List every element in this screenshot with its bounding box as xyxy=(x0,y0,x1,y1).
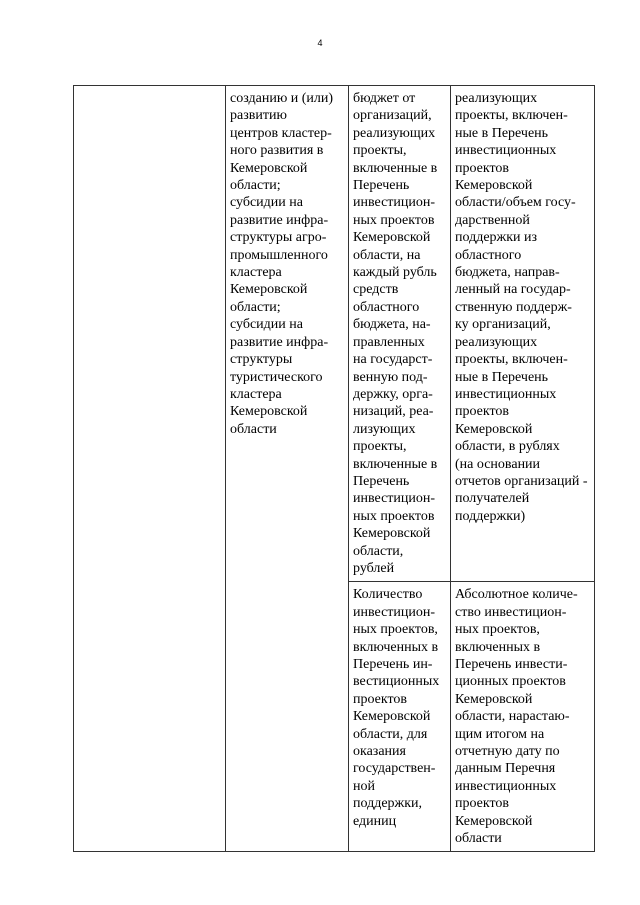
text-line: развитие инфра- xyxy=(230,334,329,350)
text-line: Абсолютное количе- xyxy=(455,587,578,603)
text-line: данным Перечня xyxy=(455,761,556,777)
table-row xyxy=(74,86,595,582)
text-line: поддержки) xyxy=(455,508,526,524)
method-cell xyxy=(451,86,595,582)
text-line: ные в Перечень xyxy=(455,125,549,141)
text-line: ных проектов, xyxy=(353,622,438,638)
text-line: центров кластер- xyxy=(230,125,332,141)
text-line: Количество xyxy=(353,587,423,603)
text-line: инвестиционных xyxy=(455,386,557,402)
text-line: Кемеровской xyxy=(230,404,308,420)
text-line: Перечень ин- xyxy=(353,657,433,672)
text-line: Кемеровской xyxy=(455,813,533,829)
text-line: щим итогом на xyxy=(455,726,545,742)
text-line: Кемеровской xyxy=(230,282,308,298)
text-line: дарственной xyxy=(455,212,530,228)
text-line: оказания xyxy=(353,744,406,760)
text-line: проекты, xyxy=(353,143,407,159)
text-line: субсидии на xyxy=(230,317,303,333)
text-line: включенных в xyxy=(353,639,439,655)
text-line: области; xyxy=(230,178,281,194)
text-line: инвестиционных xyxy=(455,143,557,159)
page-number: 4 xyxy=(317,38,323,48)
text-line: проектов xyxy=(455,160,510,176)
method-text xyxy=(455,90,590,525)
indicators-table xyxy=(73,85,595,852)
empty-first-column-cell xyxy=(74,86,226,852)
text-line: области, нарастаю- xyxy=(455,709,570,725)
method-cell xyxy=(451,582,595,852)
text-line: поддержки, xyxy=(353,796,423,812)
text-line: каждый рубль xyxy=(353,265,437,281)
text-line: области; xyxy=(230,299,281,315)
text-line: развитие инфра- xyxy=(230,212,329,228)
text-line: кластера xyxy=(230,386,282,402)
indicator-cell xyxy=(349,86,451,582)
text-line: реализующих xyxy=(353,125,436,141)
text-line: Кемеровской xyxy=(353,526,431,542)
text-line: отчетов организаций - xyxy=(455,473,588,489)
text-line: отчетную дату по xyxy=(455,744,560,760)
text-line: инвестиционных xyxy=(455,778,557,794)
text-line: включенные в xyxy=(353,160,438,176)
text-line: проектов xyxy=(455,404,510,420)
text-line: развитию xyxy=(230,108,287,124)
text-line: (на основании xyxy=(455,456,541,472)
text-line: области, для xyxy=(353,726,428,742)
text-line: проекты, xyxy=(353,439,407,455)
text-line: ной xyxy=(353,778,375,794)
text-line: Кемеровской xyxy=(353,709,431,725)
text-line: структуры агро- xyxy=(230,230,327,246)
text-line: субсидии на xyxy=(230,195,303,211)
text-line: проекты, включен- xyxy=(455,108,568,124)
text-line: бюджета, на- xyxy=(353,317,431,333)
measures-text xyxy=(230,90,344,438)
text-line: ционных проектов xyxy=(455,674,566,690)
text-line: промышленного xyxy=(230,247,328,263)
indicator-text xyxy=(353,90,446,577)
text-line: организаций, xyxy=(353,108,432,124)
text-line: держку, орга- xyxy=(353,386,433,402)
text-line: структуры xyxy=(230,352,293,368)
text-line: средств xyxy=(353,282,399,298)
text-line: областного xyxy=(455,247,522,263)
text-line: Перечень xyxy=(353,178,410,194)
text-line: Перечень xyxy=(353,473,410,489)
text-line: бюджета, направ- xyxy=(455,265,560,281)
method-text xyxy=(455,586,590,847)
text-line: инвестицион- xyxy=(353,195,436,211)
text-line: Кемеровской xyxy=(455,421,533,437)
text-line: ку организаций, xyxy=(455,317,551,333)
text-line: ных проектов, xyxy=(455,622,540,638)
text-line: Кемеровской xyxy=(230,160,308,176)
text-line: реализующих xyxy=(455,334,538,350)
indicator-cell xyxy=(349,582,451,852)
text-line: областного xyxy=(353,299,420,315)
text-line: Кемеровской xyxy=(353,230,431,246)
text-line: области, xyxy=(353,543,404,559)
text-line: включенные в xyxy=(353,456,438,472)
text-line: области/объем госу- xyxy=(455,195,576,211)
text-line: проекты, включен- xyxy=(455,352,568,368)
text-line: поддержки из xyxy=(455,230,538,246)
text-line: созданию и (или) xyxy=(230,91,334,106)
text-line: инвестицион- xyxy=(353,604,436,620)
text-line: ство инвестицион- xyxy=(455,604,567,620)
text-line: реализующих xyxy=(455,91,538,106)
text-line: включенных в xyxy=(455,639,541,655)
text-line: проектов xyxy=(455,796,510,812)
text-line: получателей xyxy=(455,491,530,507)
measures-cell xyxy=(226,86,349,852)
text-line: низаций, реа- xyxy=(353,404,434,420)
indicator-text xyxy=(353,586,446,830)
text-line: области, на xyxy=(353,247,421,263)
text-line: государствен- xyxy=(353,761,436,777)
text-line: области, в рублях xyxy=(455,439,560,455)
text-line: области xyxy=(230,421,277,437)
text-line: ственную поддерж- xyxy=(455,299,572,315)
text-line: области xyxy=(455,831,502,847)
text-line: рублей xyxy=(353,560,395,576)
text-line: на государст- xyxy=(353,352,433,368)
text-line: лизующих xyxy=(353,421,416,437)
text-line: проектов xyxy=(353,691,408,707)
text-line: ные в Перечень xyxy=(455,369,549,385)
text-line: единиц xyxy=(353,813,397,829)
text-line: правленных xyxy=(353,334,425,350)
text-line: Кемеровской xyxy=(455,178,533,194)
text-line: вестиционных xyxy=(353,674,440,690)
text-line: туристического xyxy=(230,369,323,385)
text-line: венную под- xyxy=(353,369,428,385)
text-line: ленный на государ- xyxy=(455,282,571,298)
text-line: ного развития в xyxy=(230,143,324,159)
text-line: Перечень инвести- xyxy=(455,657,568,672)
text-line: ных проектов xyxy=(353,212,435,228)
text-line: Кемеровской xyxy=(455,691,533,707)
text-line: инвестицион- xyxy=(353,491,436,507)
text-line: ных проектов xyxy=(353,508,435,524)
text-line: кластера xyxy=(230,265,282,281)
text-line: бюджет от xyxy=(353,91,416,106)
